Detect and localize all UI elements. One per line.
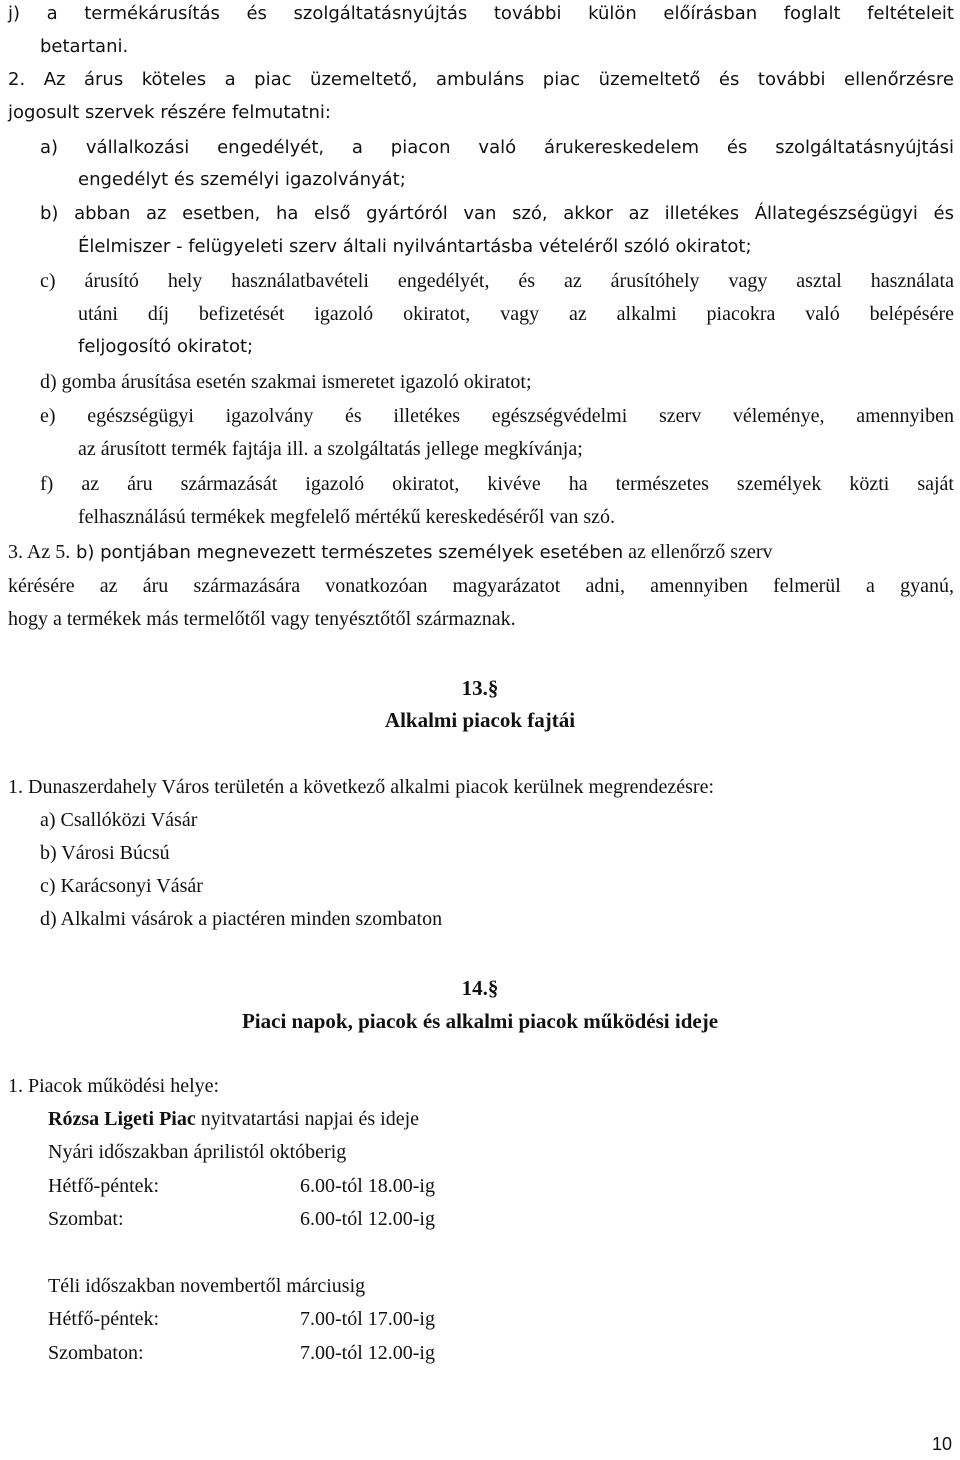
item-j-line1: j) a termékárusítás és szolgáltatásnyújtás további külön előírásban foglalt feltételeit	[8, 3, 954, 24]
section-13-number: 13.§	[461, 676, 499, 700]
paragraph-3-line3: hogy a termékek más termelőtől vagy tenyésztőtől származnak.	[8, 608, 516, 630]
schedule-day: Szombaton:	[48, 1342, 144, 1364]
item-j-line2: betartani.	[40, 36, 129, 57]
item-f-line2: felhasználású termékek megfelelő mértékű kereskedéséről van szó.	[78, 506, 615, 528]
item-a-line1: a) vállalkozási engedélyét, a piacon való árukereskedelem és szolgáltatásnyújtási	[40, 137, 954, 158]
paragraph-3-mid: b) pontjában megnevezett természetes személyek esetében	[70, 542, 624, 563]
page-number: 10	[931, 1434, 952, 1454]
item-e-line2: az árusított termék fajtája ill. a szolgáltatás jellege megkívánja;	[78, 438, 583, 460]
item-f-line1: f) az áru származását igazoló okiratot, kivéve ha természetes személyek közti saját	[40, 473, 954, 495]
list-item: d) Alkalmi vásárok a piactéren minden szombaton	[40, 908, 443, 930]
section-14-number: 14.§	[461, 976, 499, 1000]
paragraph-2-line1: 2. Az árus köteles a piac üzemeltető, ambuláns piac üzemeltető és további ellenőrzésre	[8, 69, 954, 90]
paragraph-2-line2: jogosult szervek részére felmutatni:	[8, 102, 331, 123]
schedule-day: Szombat:	[48, 1208, 124, 1230]
list-item: b) Városi Búcsú	[40, 842, 170, 864]
schedule-day: Hétfő-péntek:	[48, 1175, 160, 1197]
section-13-title: Alkalmi piacok fajtái	[384, 708, 576, 732]
winter-period-title: Téli időszakban novembertől márciusig	[48, 1275, 366, 1297]
market-name: Rózsa Ligeti Piac	[48, 1108, 196, 1130]
section-14-intro: 1. Piacok működési helye:	[8, 1075, 220, 1097]
schedule-hours: 6.00-tól 18.00-ig	[300, 1175, 435, 1197]
schedule-hours: 7.00-tól 17.00-ig	[300, 1308, 435, 1330]
summer-period-title: Nyári időszakban áprilistól októberig	[48, 1141, 347, 1163]
list-item: a) Csallóközi Vásár	[40, 809, 198, 831]
paragraph-3-line2: kérésére az áru származására vonatkozóan magyarázatot adni, amennyiben felmerül a gyanú,	[8, 575, 954, 597]
item-c-line1: c) árusító hely használatbavételi engedélyét, és az árusítóhely vagy asztal használata	[40, 270, 954, 292]
schedule-hours: 6.00-tól 12.00-ig	[300, 1208, 435, 1230]
item-b-line1: b) abban az esetben, ha első gyártóról van szó, akkor az illetékes Állategészségügyi és	[40, 203, 954, 224]
schedule-hours: 7.00-tól 12.00-ig	[300, 1342, 435, 1364]
list-item: c) Karácsonyi Vásár	[40, 875, 203, 897]
item-d: d) gomba árusítása esetén szakmai ismeretet igazoló okiratot;	[40, 371, 532, 393]
schedule-day: Hétfő-péntek:	[48, 1308, 160, 1330]
item-b-line2: Élelmiszer - felügyeleti szerv általi nyilvántartásba vételéről szóló okiratot;	[78, 236, 752, 257]
market-heading-suffix: nyitvatartási napjai és ideje	[195, 1108, 420, 1130]
paragraph-3-tail: az ellenőrző szerv	[623, 541, 773, 563]
item-c-line2: utáni díj befizetését igazoló okiratot, vagy az alkalmi piacokra való belépésére	[78, 303, 954, 325]
paragraph-3-line1	[8, 538, 954, 568]
item-c-line3: feljogosító okiratot;	[78, 336, 254, 357]
section-13-intro: 1. Dunaszerdahely Város területén a következő alkalmi piacok kerülnek megrendezésre:	[8, 776, 714, 798]
section-14-title: Piaci napok, piacok és alkalmi piacok működési ideje	[241, 1009, 719, 1033]
item-e-line1: e) egészségügyi igazolvány és illetékes egészségvédelmi szerv véleménye, amennyiben	[40, 405, 954, 427]
item-a-line2: engedélyt és személyi igazolványát;	[78, 169, 406, 190]
market-heading	[48, 1105, 419, 1133]
paragraph-3-lead: 3. Az 5.	[8, 541, 71, 563]
